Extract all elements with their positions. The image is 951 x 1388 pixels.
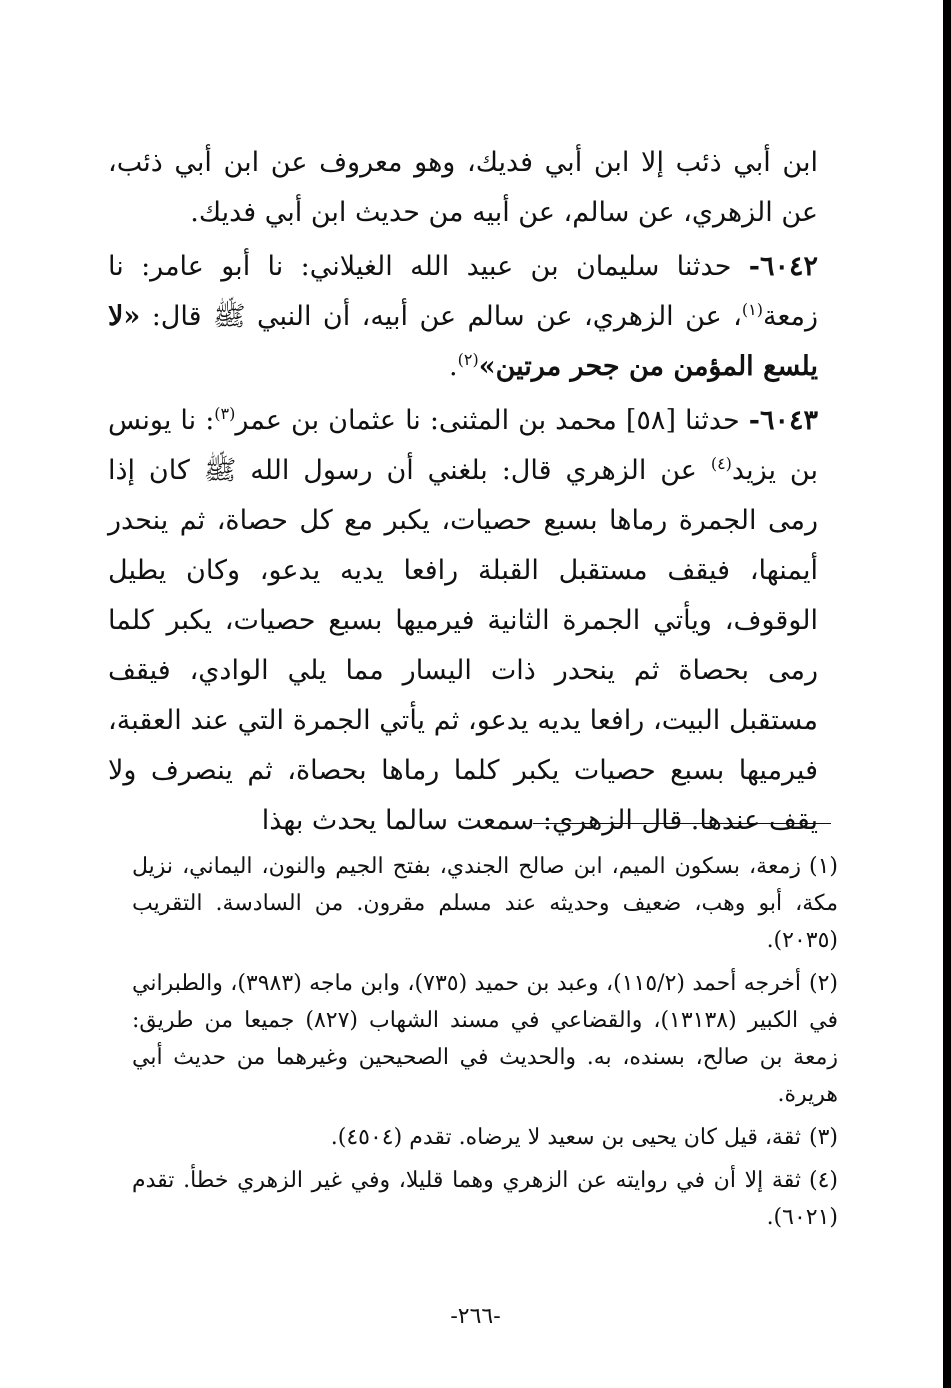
footnote-number: (٣): [808, 1125, 838, 1150]
intro-paragraph: ابن أبي ذئب إلا ابن أبي فديك، وهو معروف عن ابن أبي ذئب، عن الزهري، عن سالم، عن أبيه من حديث ابن أبي فديك.: [108, 147, 818, 228]
footnote-2: [132, 965, 838, 1113]
footnotes: [132, 848, 838, 1242]
hadith-number: ٦٠٤٢-: [748, 251, 818, 282]
footnote-4: [132, 1162, 838, 1236]
hadith-text: .: [449, 351, 458, 382]
main-text: [108, 138, 818, 846]
hadith-6042: [108, 242, 818, 392]
hadith-number: ٦٠٤٣-: [748, 405, 819, 436]
footnote-1: [132, 848, 838, 959]
hadith-text: حدثنا سليمان بن عبيد الله الغيلاني: نا أبو عامر: نا زمعة: [108, 251, 818, 332]
footnote-number: (٢): [809, 971, 839, 996]
footnote-text: زمعة، بسكون الميم، ابن صالح الجندي، بفتح الجيم والنون، اليماني، نزيل مكة، أبو وهب، ضعيف وحديثه عند مسلم مقرون. من السادسة. التقريب (٢٠٣٥).: [132, 854, 838, 953]
footnote-3: [132, 1119, 838, 1156]
footnote-ref-3: (٣): [214, 404, 236, 423]
hadith-6043: [108, 396, 818, 846]
hadith-text: : نا يونس بن يزيد: [108, 405, 818, 486]
footnote-text: أخرجه أحمد (١١٥/٢)، وعبد بن حميد (٧٣٥)، وابن ماجه (٣٩٨٣)، والطبراني في الكبير (١٣١٣٨)، والقضاعي في مسند الشهاب (٨٢٧) جميعا من طريق: زمعة بن صالح، بسنده، به. والحديث في الصحيحين وغيرهما من حديث أبي هريرة.: [132, 971, 838, 1107]
footnote-number: (٤): [808, 1168, 838, 1193]
footnote-separator: [533, 823, 831, 824]
footnote-number: (١): [808, 854, 838, 879]
footnote-ref-2: (٢): [457, 350, 479, 369]
hadith-text: ، عن الزهري، عن سالم عن أبيه، أن النبي ﷺ قال:: [140, 301, 742, 332]
footnote-ref-4: (٤): [710, 454, 732, 473]
page-number: -٢٦٦-: [450, 1304, 501, 1329]
hadith-text: حدثنا [٥٨] محمد بن المثنى: نا عثمان بن عمر: [235, 405, 749, 436]
footnote-ref-1: (١): [741, 300, 763, 319]
footnote-text: ثقة إلا أن في روايته عن الزهري وهما قليلا، وفي غير الزهري خطأ. تقدم (٦٠٢١).: [132, 1168, 838, 1230]
hadith-text: عن الزهري قال: بلغني أن رسول الله ﷺ كان إذا رمى الجمرة رماها بسبع حصيات، يكبر مع كل حصاة، ثم ينحدر أيمنها، فيقف مستقبل القبلة رافعا يديه يدعو، وكان يطيل الوقوف، ويأتي الجمرة الثانية فيرميها بسبع حصيات، يكبر كلما رمى بحصاة ثم ينحدر ذات اليسار مما يلي الوادي، فيقف مستقبل البيت، رافعا يديه يدعو، ثم يأتي الجمرة التي عند العقبة، فيرميها بسبع حصيات يكبر كلما رماها بحصاة، ثم ينصرف ولا يقف عندها. قال الزهري: سمعت سالما يحدث بهذا: [108, 455, 818, 836]
scan-edge: [943, 0, 951, 1388]
footnote-text: ثقة، قيل كان يحيى بن سعيد لا يرضاه. تقدم (٤٥٠٤).: [330, 1125, 801, 1150]
hadith-quote: «لا يلسع المؤمن من جحر مرتين»: [108, 301, 818, 382]
